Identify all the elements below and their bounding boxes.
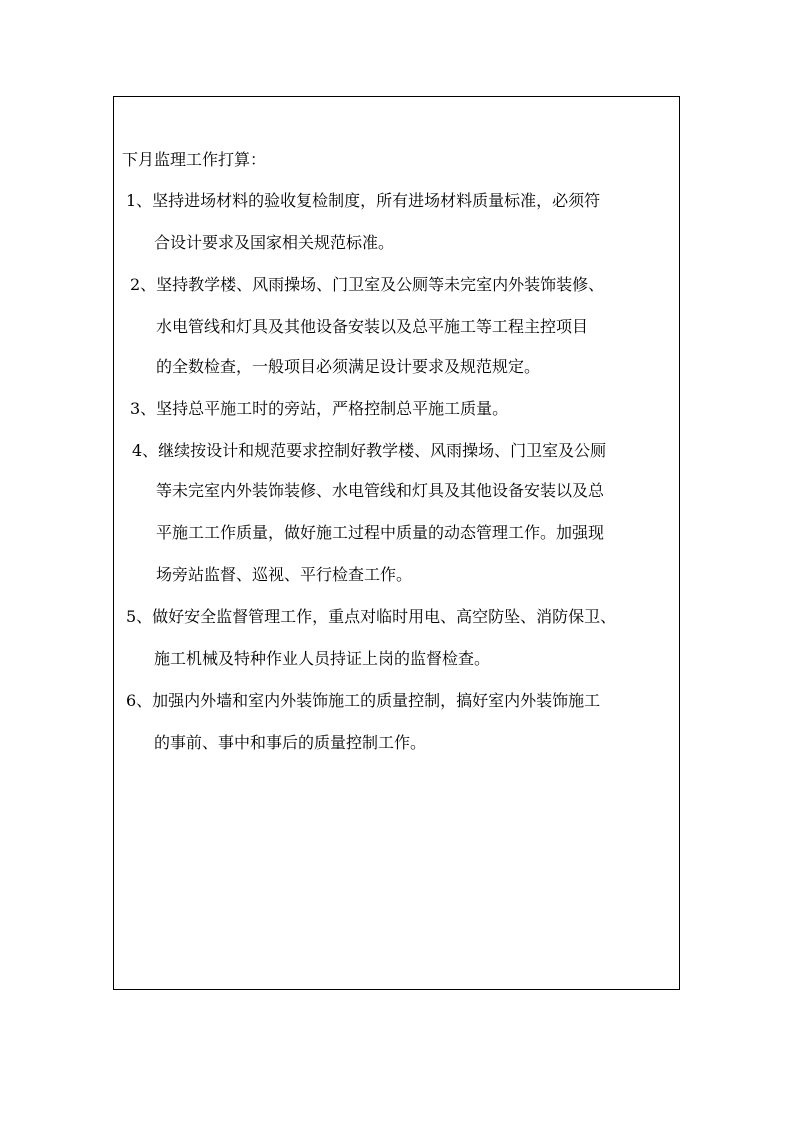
list-item-5-line-2: 施工机械及特种作业人员持证上岗的监督检查。 — [154, 649, 491, 668]
section-heading: 下月监理工作打算： — [122, 150, 267, 169]
list-item-1-line-2: 合设计要求及国家相关规范标准。 — [154, 233, 395, 252]
list-item-2-line-1: 2、坚持教学楼、风雨操场、门卫室及公厕等未完室内外装饰装修、 — [130, 275, 605, 294]
list-item-2-line-3: 的全数检查，一般项目必须满足设计要求及规范规定。 — [156, 357, 541, 376]
list-item-4-line-1: 4、继续按设计和规范要求控制好教学楼、风雨操场、门卫室及公厕 — [132, 441, 607, 460]
list-item-6-line-1: 6、加强内外墙和室内外装饰施工的质量控制，搞好室内外装饰施工 — [126, 691, 601, 710]
list-item-6-line-2: 的事前、事中和事后的质量控制工作。 — [154, 733, 427, 752]
list-item-3-line-1: 3、坚持总平施工时的旁站，严格控制总平施工质量。 — [130, 399, 509, 418]
list-item-2-line-2: 水电管线和灯具及其他设备安装以及总平施工等工程主控项目 — [156, 317, 589, 336]
list-item-4-line-4: 场旁站监督、巡视、平行检查工作。 — [156, 565, 413, 584]
list-item-4-line-2: 等未完室内外装饰装修、水电管线和灯具及其他设备安装以及总 — [156, 481, 605, 500]
list-item-4-line-3: 平施工工作质量，做好施工过程中质量的动态管理工作。加强现 — [156, 523, 605, 542]
list-item-5-line-1: 5、做好安全监督管理工作，重点对临时用电、高空防坠、消防保卫、 — [126, 607, 617, 626]
list-item-1-line-1: 1、坚持进场材料的验收复检制度，所有进场材料质量标准，必须符 — [126, 191, 601, 210]
